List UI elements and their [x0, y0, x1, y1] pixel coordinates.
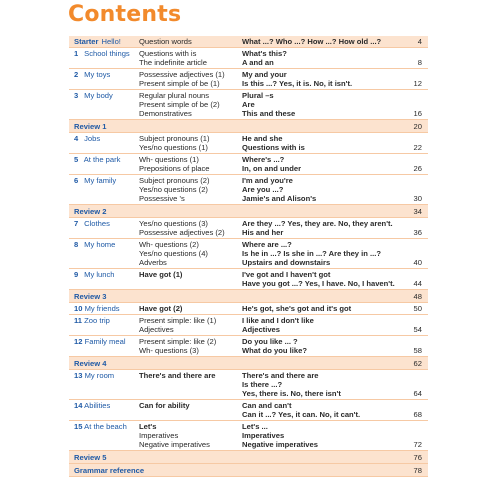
language-line: Where's ...? [242, 155, 285, 164]
grammar-line: Subject pronouns (2) [139, 176, 210, 185]
unit-cell [69, 122, 242, 131]
grammar-line: Have got (1) [139, 270, 183, 279]
language-line: Adjectives [242, 325, 280, 334]
language-line: Imperatives [242, 431, 285, 440]
unit-number: 15 [74, 422, 83, 431]
language-line: Upstairs and downstairs [242, 258, 331, 267]
page-number: 4 [417, 37, 422, 46]
unit-name: Clothes [84, 219, 110, 228]
unit-name: My home [84, 240, 116, 249]
unit-number: 2 [74, 70, 79, 79]
unit-number: 13 [74, 371, 83, 380]
unit-number: 4 [74, 134, 79, 143]
review-row [69, 464, 428, 477]
language-line: This and these [242, 109, 296, 118]
review-row [69, 290, 428, 303]
unit-row [69, 269, 428, 290]
review-label: Review 2 [74, 207, 107, 216]
unit-cell [69, 337, 139, 346]
unit-name: My lunch [84, 270, 115, 279]
unit-name: Abilities [84, 401, 111, 410]
grammar-line: Questions with is [139, 49, 197, 58]
unit-number: 12 [74, 337, 83, 346]
grammar-line: The indefinite article [139, 58, 207, 67]
language-line: My and your [242, 70, 287, 79]
page-number: 16 [413, 109, 422, 118]
grammar-line: Present simple: like (1) [139, 316, 217, 325]
grammar-line: Demonstratives [139, 109, 192, 118]
review-row [69, 451, 428, 464]
language-cell [242, 176, 402, 203]
language-line: Where are ...? [242, 240, 292, 249]
language-cell [242, 37, 402, 46]
unit-row [69, 133, 428, 154]
starter-label: Starter [74, 37, 99, 46]
language-cell [242, 270, 402, 288]
language-line: Do you like ... ? [242, 337, 298, 346]
language-cell [242, 304, 402, 313]
page-number: 62 [413, 359, 422, 368]
language-line: What do you like? [242, 346, 307, 355]
grammar-line: Yes/no questions (4) [139, 249, 208, 258]
review-row [69, 205, 428, 218]
unit-name: School things [84, 49, 130, 58]
unit-number: 11 [74, 316, 83, 325]
grammar-line: Can for ability [139, 401, 190, 410]
unit-cell [69, 292, 242, 301]
unit-row [69, 315, 428, 336]
unit-cell [69, 316, 139, 325]
unit-name: My family [84, 176, 117, 185]
language-cell [242, 240, 402, 267]
language-line: Is he in ...? Is she in ...? Are they in ...? [242, 249, 381, 258]
grammar-line: There's and there are [139, 371, 216, 380]
page-number: 72 [413, 440, 422, 449]
language-line: Can and can't [242, 401, 292, 410]
grammar-line: Possessive adjectives (1) [139, 70, 225, 79]
grammar-line: Present simple of be (2) [139, 100, 220, 109]
language-line: I like and I don't like [242, 316, 314, 325]
grammar-line: Yes/no questions (3) [139, 219, 208, 228]
unit-row [69, 90, 428, 120]
unit-cell [69, 176, 139, 185]
language-line: Yes, there is. No, there isn't [242, 389, 341, 398]
unit-number: 10 [74, 304, 83, 313]
page-number: 20 [413, 122, 422, 131]
unit-cell [69, 49, 139, 58]
grammar-cell [139, 304, 242, 313]
unit-name: My body [84, 91, 113, 100]
page-number: 22 [413, 143, 422, 152]
grammar-cell [139, 91, 242, 118]
language-line: What ...? Who ...? How ...? How old ...? [242, 37, 382, 46]
language-line: Is there ...? [242, 380, 283, 389]
unit-name: My friends [84, 304, 120, 313]
unit-name: At the park [83, 155, 121, 164]
unit-number: 6 [74, 176, 79, 185]
grammar-line: Wh- questions (1) [139, 155, 199, 164]
page-number: 58 [413, 346, 422, 355]
grammar-cell [139, 240, 242, 267]
unit-number: 14 [74, 401, 83, 410]
language-line: Questions with is [242, 143, 305, 152]
page-title: Contents [68, 2, 182, 27]
unit-name: At the beach [84, 422, 127, 431]
page-number: 48 [413, 292, 422, 301]
grammar-cell [139, 70, 242, 88]
page-number: 50 [413, 304, 422, 313]
unit-row [69, 48, 428, 69]
starter-row [69, 36, 428, 48]
unit-name: My room [84, 371, 115, 380]
grammar-line: Present simple: like (2) [139, 337, 217, 346]
grammar-line: Let's [139, 422, 157, 431]
grammar-cell [139, 49, 242, 67]
language-cell [242, 155, 402, 173]
page-number: 68 [413, 410, 422, 419]
review-row [69, 120, 428, 133]
page-number: 30 [413, 194, 422, 203]
language-cell [242, 371, 402, 398]
language-line: His and her [242, 228, 284, 237]
unit-cell [69, 155, 139, 164]
language-line: Can it ...? Yes, it can. No, it can't. [242, 410, 361, 419]
language-cell [242, 316, 402, 334]
grammar-line: Yes/no questions (2) [139, 185, 208, 194]
review-label: Review 1 [74, 122, 107, 131]
language-line: Plural –s [242, 91, 274, 100]
unit-name: Jobs [84, 134, 101, 143]
unit-cell [69, 371, 139, 380]
unit-cell [69, 304, 139, 313]
grammar-cell [139, 219, 242, 237]
language-line: Are you ...? [242, 185, 284, 194]
contents-table [69, 36, 428, 477]
unit-row [69, 239, 428, 269]
language-cell [242, 49, 402, 67]
language-line: What's this? [242, 49, 287, 58]
unit-cell [69, 453, 242, 462]
unit-cell [69, 401, 139, 410]
grammar-line: Adverbs [139, 258, 167, 267]
language-line: A and an [242, 58, 274, 67]
page-number: 12 [413, 79, 422, 88]
grammar-line: Have got (2) [139, 304, 183, 313]
language-cell [242, 219, 402, 237]
unit-cell [69, 359, 242, 368]
language-line: I'm and you're [242, 176, 293, 185]
review-label: Review 5 [74, 453, 107, 462]
language-line: Is this ...? Yes, it is. No, it isn't. [242, 79, 353, 88]
grammar-line: Regular plural nouns [139, 91, 210, 100]
unit-row [69, 336, 428, 357]
unit-cell [69, 70, 139, 79]
unit-row [69, 154, 428, 175]
unit-cell [69, 91, 139, 100]
unit-name: My toys [84, 70, 111, 79]
review-label: Grammar reference [74, 466, 145, 475]
unit-number: 5 [74, 155, 79, 164]
page-number: 44 [413, 279, 422, 288]
page-number: 8 [417, 58, 422, 67]
grammar-line: Question words [139, 37, 192, 46]
language-line: There's and there are [242, 371, 319, 380]
grammar-line: Adjectives [139, 325, 174, 334]
unit-cell [69, 466, 242, 475]
unit-number: 9 [74, 270, 79, 279]
language-line: Are [242, 100, 255, 109]
language-line: Are they ...? Yes, they are. No, they aren't. [242, 219, 393, 228]
grammar-cell [139, 37, 242, 46]
grammar-cell [139, 337, 242, 355]
unit-cell [69, 37, 139, 46]
grammar-line: Wh- questions (3) [139, 346, 199, 355]
language-line: He and she [242, 134, 283, 143]
page-number: 54 [413, 325, 422, 334]
language-line: He's got, she's got and it's got [242, 304, 352, 313]
unit-row [69, 400, 428, 421]
grammar-line: Negative imperatives [139, 440, 210, 449]
grammar-cell [139, 371, 242, 380]
language-line: Negative imperatives [242, 440, 318, 449]
unit-row [69, 175, 428, 205]
unit-cell [69, 270, 139, 279]
grammar-line: Subject pronouns (1) [139, 134, 210, 143]
grammar-line: Prepositions of place [139, 164, 210, 173]
grammar-line: Wh- questions (2) [139, 240, 199, 249]
grammar-cell [139, 134, 242, 152]
unit-cell [69, 219, 139, 228]
language-line: Let's ... [242, 422, 268, 431]
language-cell [242, 422, 402, 449]
unit-row [69, 370, 428, 400]
language-line: I've got and I haven't got [242, 270, 331, 279]
review-row [69, 357, 428, 370]
unit-cell [69, 134, 139, 143]
review-label: Review 4 [74, 359, 107, 368]
unit-cell [69, 207, 242, 216]
page-number: 78 [413, 466, 422, 475]
page-number: 34 [413, 207, 422, 216]
unit-row [69, 303, 428, 315]
grammar-cell [139, 176, 242, 203]
language-cell [242, 91, 402, 118]
language-cell [242, 134, 402, 152]
page-number: 26 [413, 164, 422, 173]
language-cell [242, 337, 402, 355]
grammar-cell [139, 422, 242, 449]
unit-row [69, 69, 428, 90]
language-line: In, on and under [242, 164, 302, 173]
page-number: 76 [413, 453, 422, 462]
grammar-cell [139, 316, 242, 334]
grammar-cell [139, 270, 242, 279]
unit-number: 7 [74, 219, 79, 228]
grammar-cell [139, 155, 242, 173]
unit-name: Family meal [84, 337, 126, 346]
unit-row [69, 421, 428, 451]
language-cell [242, 70, 402, 88]
grammar-line: Imperatives [139, 431, 179, 440]
unit-number: 1 [74, 49, 79, 58]
page-number: 36 [413, 228, 422, 237]
grammar-cell [139, 401, 242, 410]
review-label: Review 3 [74, 292, 107, 301]
grammar-line: Present simple of be (1) [139, 79, 220, 88]
unit-name: Zoo trip [84, 316, 110, 325]
grammar-line: Yes/no questions (1) [139, 143, 208, 152]
language-line: Jamie's and Alison's [242, 194, 317, 203]
unit-number: 3 [74, 91, 79, 100]
unit-number: 8 [74, 240, 79, 249]
page-number: 64 [413, 389, 422, 398]
unit-cell [69, 422, 139, 431]
unit-name: Hello! [101, 37, 121, 46]
grammar-line: Possessive 's [139, 194, 185, 203]
language-line: Have you got ...? Yes, I have. No, I haven't. [242, 279, 395, 288]
page-number: 40 [413, 258, 422, 267]
unit-cell [69, 240, 139, 249]
unit-row [69, 218, 428, 239]
language-cell [242, 401, 402, 419]
grammar-line: Possessive adjectives (2) [139, 228, 225, 237]
